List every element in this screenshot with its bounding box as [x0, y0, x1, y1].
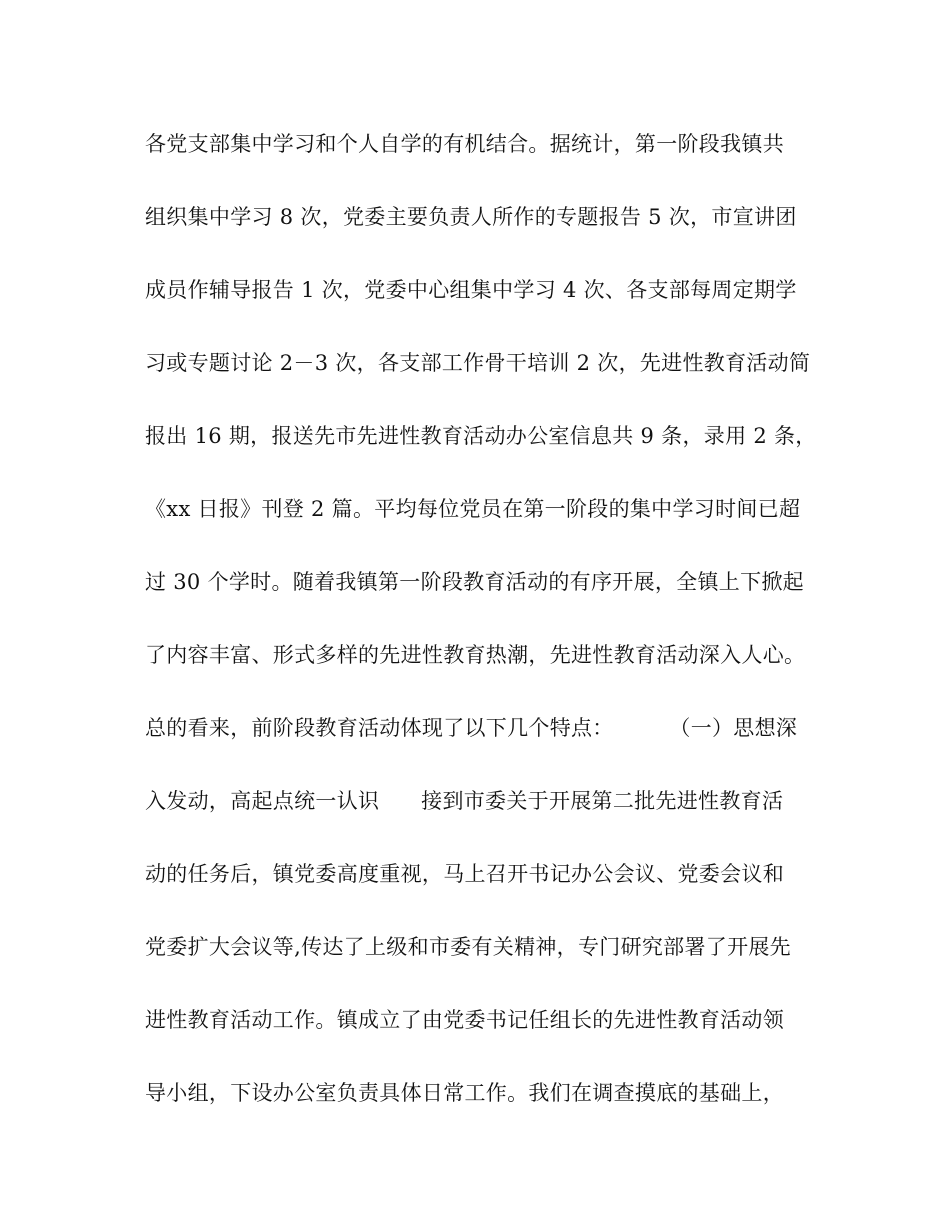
text-line: 习或专题讨论 2－3 次，各支部工作骨干培训 2 次，先进性教育活动简 — [145, 351, 811, 375]
text-line: 《xx 日报》刊登 2 篇。平均每位党员在第一阶段的集中学习时间已超 — [145, 497, 801, 521]
text-line: 入发动，高起点统一认识 接到市委关于开展第二批先进性教育活 — [145, 789, 784, 813]
text-line: 了内容丰富、形式多样的先进性教育热潮，先进性教育活动深入人心。 — [145, 643, 806, 667]
text-line: 动的任务后，镇党委高度重视，马上召开书记办公会议、党委会议和 — [145, 862, 784, 886]
text-line: 过 30 个学时。随着我镇第一阶段教育活动的有序开展，全镇上下掀起 — [145, 570, 804, 594]
text-line: 组织集中学习 8 次，党委主要负责人所作的专题报告 5 次，市宣讲团 — [145, 205, 797, 229]
text-line: 成员作辅导报告 1 次，党委中心组集中学习 4 次、各支部每周定期学 — [145, 278, 797, 302]
text-line: 党委扩大会议等,传达了上级和市委有关精神，专门研究部署了开展先 — [145, 935, 791, 959]
text-line: 进性教育活动工作。镇成立了由党委书记任组长的先进性教育活动领 — [145, 1008, 784, 1032]
text-line: 报出 16 期，报送先市先进性教育活动办公室信息共 9 条，录用 2 条， — [145, 424, 817, 448]
text-line: 总的看来，前阶段教育活动体现了以下几个特点： （一）思想深 — [145, 716, 798, 740]
text-line: 各党支部集中学习和个人自学的有机结合。据统计，第一阶段我镇共 — [145, 132, 784, 156]
body-text — [145, 124, 825, 1146]
text-line: 导小组，下设办公室负责具体日常工作。我们在调查摸底的基础上， — [145, 1081, 784, 1105]
